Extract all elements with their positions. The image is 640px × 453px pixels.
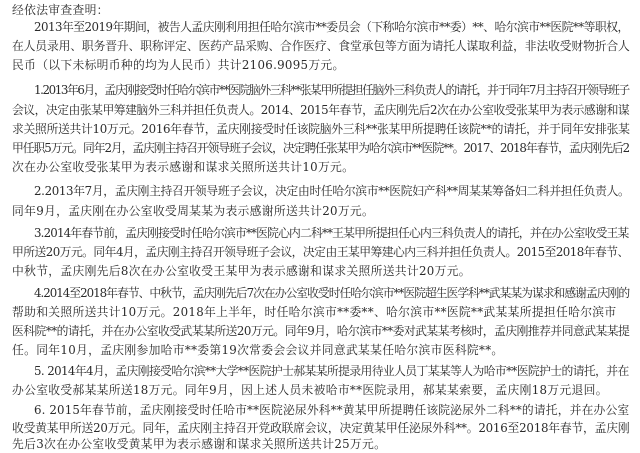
doc-line: 同年9月，孟庆刚在办公室收受周某某为表示感谢所送共计20万元。 (12, 204, 375, 218)
doc-line: 帮助和关照所送共计10万元。2018年上半年，时任哈尔滨市**委**、哈尔滨市**医院**武某某所提担任哈尔滨市 (12, 305, 617, 319)
doc-line: 次在办公室收受张某甲为表示感谢和谋求关照所送共计10万元。 (12, 160, 355, 174)
doc-line: 在人员录用、职务晋升、职称评定、医药产品采购、合作医疗、食堂承包等方面为请托人谋取利益，非法收受财物折合人 (12, 39, 630, 53)
doc-line: 2013年至2019年期间，被告人孟庆刚利用担任哈尔滨市**委员会（下称哈尔滨市**委）**、哈尔滨市**医院**等职权， (34, 20, 629, 34)
doc-line: 医科院**的请托，并在办公室收受武某某所送20万元。同年9月，哈尔滨市**委对武某某考核时，孟庆刚推荐并同意武某某提 (12, 324, 630, 338)
doc-line: 办公室收受郝某某所送18万元。同年9月，因上述人员未被哈市**医院录用，郝某某索要，孟庆刚18万元退回。 (12, 383, 608, 397)
doc-line: 甲所送20万元。同年4月，孟庆刚主持召开领导班子会议，决定由王某甲筹建心内三科并担任负责人。2015至2018年春节、 (12, 245, 629, 259)
doc-line: 1.2013年6月，孟庆刚接受时任哈尔滨市**医院脑外三科**张某甲所提担任脑外三科负责人的请托，并于同年7月主持召开领导班子 (34, 83, 629, 97)
doc-line: 会议，决定由张某甲筹建脑外三科并担任负责人。2014、2015年春节，孟庆刚先后2次在办公室收受张某甲为表示感谢和谋 (12, 103, 630, 117)
doc-line-intro: 经依法审查查明： (12, 3, 109, 17)
doc-line: 4.2014至2018年春节、中秋节，孟庆刚先后7次在办公室收受时任哈尔滨市**医院超生医学科**武某某为谋求和感谢孟庆刚的 (34, 286, 630, 300)
doc-line: 5. 2014年4月，孟庆刚接受哈尔滨**大学**医院护士郝某某所提录用待业人员丁某某等人为哈市**医院护士的请托，并在 (34, 364, 629, 378)
doc-line: 中秋节，孟庆刚先后8次在办公室收受王某甲为表示感谢和谋求关照所送共计20万元。 (12, 264, 471, 278)
doc-line: 甲任职5万元。同年2月，孟庆刚主持召开领导班子会议，决定聘任张某甲为哈尔滨市**医院**。2017、2018年春节，孟庆刚先后2 (12, 141, 630, 155)
doc-line: 6. 2015年春节前，孟庆刚接受时任哈市**医院泌尿外科**黄某甲所提聘任该院泌尿外二科**的请托，并在办公室 (34, 403, 630, 417)
doc-line: 先后3次在办公室收受黄某甲为表示感谢和谋求关照所送共计25万元。 (12, 437, 387, 451)
doc-line: 收受黄某甲所送20万元。同年，孟庆刚主持召开党政联席会议，决定黄某甲任泌尿外科**。2016至2018年春节，孟庆刚 (12, 421, 630, 435)
doc-line: 任。同年10月，孟庆刚参加哈市**委第19次常委会会议并同意武某某任哈尔滨市医科院**。 (12, 343, 504, 357)
doc-line: 求关照所送共计10万元。2016年春节，孟庆刚接受时任该院脑外三科**张某甲所提聘任该院**的请托，并于同年安排张某 (12, 122, 630, 136)
doc-line: 民币（以下未标明币种的均为人民币）共计2106.9095万元。 (12, 58, 345, 72)
doc-line: 3.2014年春节前，孟庆刚接受时任哈尔滨市**医院心内二科**王某甲所提担任心内三科负责人的请托，并在办公室收受王某 (34, 226, 629, 240)
doc-line: 2.2013年7月，孟庆刚主持召开领导班子会议，决定由时任哈尔滨市**医院妇产科**周某某筹备妇二科并担任负责人。 (34, 184, 630, 198)
